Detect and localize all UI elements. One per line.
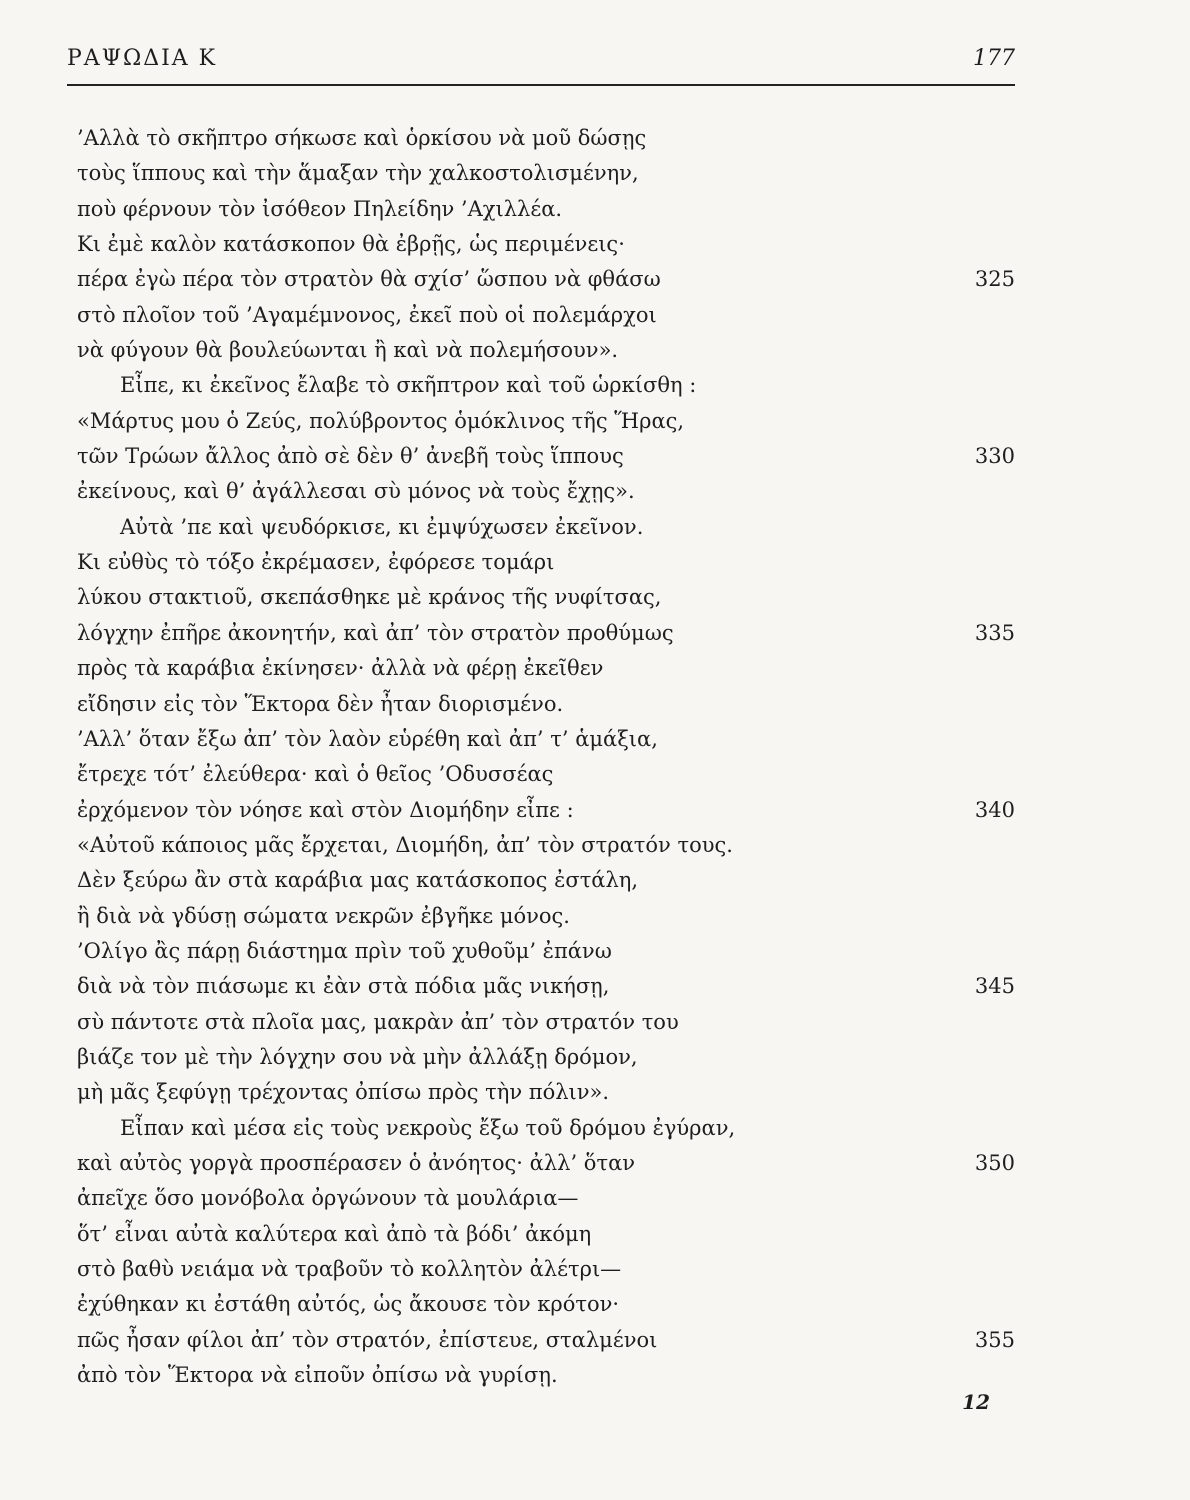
line-number: 340	[974, 797, 1015, 822]
verse-text: «Μάρτυς μου ὁ Ζεύς, πολύβροντος ὁμόκλινος τῆς Ἥρας,	[77, 408, 685, 433]
verse-line	[0, 1252, 1190, 1287]
verse-line	[0, 793, 1190, 828]
verse-line	[0, 1358, 1190, 1393]
line-number: 345	[974, 974, 1015, 999]
verse-text: βιάζε τον μὲ τὴν λόγχην σου νὰ μὴν ἀλλάξῃ δρόμον,	[77, 1044, 638, 1069]
verse-text: ’Αλλὰ τὸ σκῆπτρο σήκωσε καὶ ὁρκίσου νὰ μοῦ δώσῃς	[77, 126, 647, 150]
verse-line	[0, 474, 1190, 509]
verse-text: ’Ολίγο ἂς πάρῃ διάστημα πρὶν τοῦ χυθοῦμ’ ἐπάνω	[77, 938, 612, 963]
verse-line	[0, 1323, 1190, 1358]
verse-line	[0, 298, 1190, 333]
verse-line	[0, 616, 1190, 651]
verse-text: Δὲν ξεύρω ἂν στὰ καράβια μας κατάσκοπος ἐστάλη,	[77, 868, 639, 893]
verse-line	[0, 1040, 1190, 1075]
verse-text: διὰ νὰ τὸν πιάσωμε κι ἐὰν στὰ πόδια μᾶς νικήσῃ,	[77, 974, 610, 999]
line-number: 350	[974, 1150, 1015, 1175]
verse-line	[0, 863, 1190, 898]
verse-line	[0, 1181, 1190, 1216]
verse-text: Εἶπαν καὶ μέσα εἰς τοὺς νεκροὺς ἔξω τοῦ δρόμου ἐγύραν,	[120, 1115, 736, 1140]
verse-line	[0, 687, 1190, 722]
signature-mark: 12	[962, 1390, 990, 1414]
verse-line	[0, 651, 1190, 686]
verse-text: Κι εὐθὺς τὸ τόξο ἐκρέμασεν, ἐφόρεσε τομάρι	[77, 550, 555, 575]
verse-text: σὺ πάντοτε στὰ πλοῖα μας, μακρὰν ἀπ’ τὸν στρατόν του	[77, 1009, 679, 1034]
verse-line	[0, 121, 1190, 156]
verse-text: ὅτ’ εἶναι αὐτὰ καλύτερα καὶ ἀπὸ τὰ βόδι’ ἀκόμη	[77, 1221, 592, 1246]
verse-line	[0, 969, 1190, 1004]
verse-text: μὴ μᾶς ξεφύγῃ τρέχοντας ὀπίσω πρὸς τὴν πόλιν».	[77, 1080, 610, 1105]
verse-text: πρὸς τὰ καράβια ἐκίνησεν· ἀλλὰ νὰ φέρῃ ἐκεῖθεν	[77, 656, 604, 681]
verse-text: ἀπὸ τὸν Ἕκτορα νὰ εἰποῦν ὀπίσω νὰ γυρίσῃ.	[77, 1363, 558, 1388]
verse-text: ἐκείνους, καὶ θ’ ἀγάλλεσαι σὺ μόνος νὰ τοὺς ἔχῃς».	[77, 479, 635, 504]
verse-text: πέρα ἐγὼ πέρα τὸν στρατὸν θὰ σχίσ’ ὥσπου νὰ φθάσω	[77, 267, 661, 292]
verse-line	[0, 545, 1190, 580]
verse-line	[0, 580, 1190, 615]
verse-text: Κι ἐμὲ καλὸν κατάσκοπον θὰ ἐβρῇς, ὡς περιμένεις·	[77, 232, 625, 257]
running-header	[67, 44, 1015, 86]
verse-text: Εἶπε, κι ἐκεῖνος ἔλαβε τὸ σκῆπτρον καὶ τοῦ ὡρκίσθη :	[120, 373, 697, 398]
verse-line	[0, 1111, 1190, 1146]
verse-text: ἀπεῖχε ὅσο μονόβολα ὀργώνουν τὰ μουλάρια—	[77, 1186, 579, 1211]
verse-line	[0, 1146, 1190, 1181]
verse-text: εἴδησιν εἰς τὸν Ἕκτορα δὲν ἦταν διορισμένο.	[77, 691, 564, 716]
verse-text: στὸ πλοῖον τοῦ ’Αγαμέμνονος, ἐκεῖ ποὺ οἱ πολεμάρχοι	[77, 302, 657, 327]
verse-line	[0, 333, 1190, 368]
verse-text: ποὺ φέρνουν τὸν ἰσόθεον Πηλείδην ’Αχιλλέα.	[77, 196, 563, 221]
verse-text: ἢ διὰ νὰ γδύσῃ σώματα νεκρῶν ἐβγῆκε μόνος.	[77, 903, 570, 928]
verse-line	[0, 192, 1190, 227]
verse-text: καὶ αὐτὸς γοργὰ προσπέρασεν ὁ ἀνόητος· ἀλλ’ ὅταν	[77, 1150, 636, 1175]
verse-text: ἐρχόμενον τὸν νόησε καὶ στὸν Διομήδην εἶπε :	[77, 797, 574, 822]
line-number: 355	[974, 1327, 1015, 1352]
page-number: 177	[973, 46, 1015, 71]
verse-text: λόγχην ἐπῆρε ἀκονητήν, καὶ ἀπ’ τὸν στρατὸν προθύμως	[77, 620, 674, 645]
verse-line	[0, 722, 1190, 757]
verse-text: τῶν Τρώων ἄλλος ἀπὸ σὲ δὲν θ’ ἀνεβῆ τοὺς ἵππους	[77, 444, 624, 469]
verse-text: «Αὐτοῦ κάποιος μᾶς ἔρχεται, Διομήδη, ἀπ’ τὸν στρατόν τους.	[77, 832, 733, 857]
verse-line	[0, 156, 1190, 191]
verse-line	[0, 1075, 1190, 1110]
verse-text: Αὐτὰ ’πε καὶ ψευδόρκισε, κι ἐμψύχωσεν ἐκεῖνον.	[120, 514, 644, 539]
verse-line	[0, 757, 1190, 792]
verse-text: στὸ βαθὺ νειάμα νὰ τραβοῦν τὸ κολλητὸν ἀλέτρι—	[77, 1257, 622, 1281]
verse-text: τοὺς ἵππους καὶ τὴν ἅμαξαν τὴν χαλκοστολισμένην,	[77, 161, 639, 186]
verse-line	[0, 1287, 1190, 1322]
verse-line	[0, 828, 1190, 863]
verse-line	[0, 510, 1190, 545]
running-title: ΡΑΨΩΔΙΑ Κ	[67, 46, 218, 71]
verse-line	[0, 899, 1190, 934]
verse-text: πῶς ἦσαν φίλοι ἀπ’ τὸν στρατόν, ἐπίστευε, σταλμένοι	[77, 1327, 658, 1352]
verse-line	[0, 934, 1190, 969]
poem-body	[0, 121, 1190, 1393]
verse-line	[0, 1217, 1190, 1252]
verse-text: ἐχύθηκαν κι ἐστάθη αὐτός, ὡς ἄκουσε τὸν κρότον·	[77, 1292, 620, 1317]
line-number: 330	[974, 444, 1015, 469]
line-number: 325	[974, 267, 1015, 292]
verse-line	[0, 439, 1190, 474]
line-number: 335	[974, 620, 1015, 645]
verse-line	[0, 262, 1190, 297]
verse-line	[0, 1005, 1190, 1040]
verse-line	[0, 368, 1190, 403]
verse-text: λύκου στακτιοῦ, σκεπάσθηκε μὲ κράνος τῆς νυφίτσας,	[77, 585, 662, 610]
verse-text: ’Αλλ’ ὅταν ἔξω ἀπ’ τὸν λαὸν εὑρέθη καὶ ἀπ’ τ’ ἁμάξια,	[77, 726, 658, 751]
verse-line	[0, 404, 1190, 439]
verse-text: ἔτρεχε τότ’ ἐλεύθερα· καὶ ὁ θεῖος ’Οδυσσέας	[77, 762, 554, 787]
verse-text: νὰ φύγουν θὰ βουλεύωνται ἢ καὶ νὰ πολεμήσουν».	[77, 338, 619, 363]
verse-line	[0, 227, 1190, 262]
